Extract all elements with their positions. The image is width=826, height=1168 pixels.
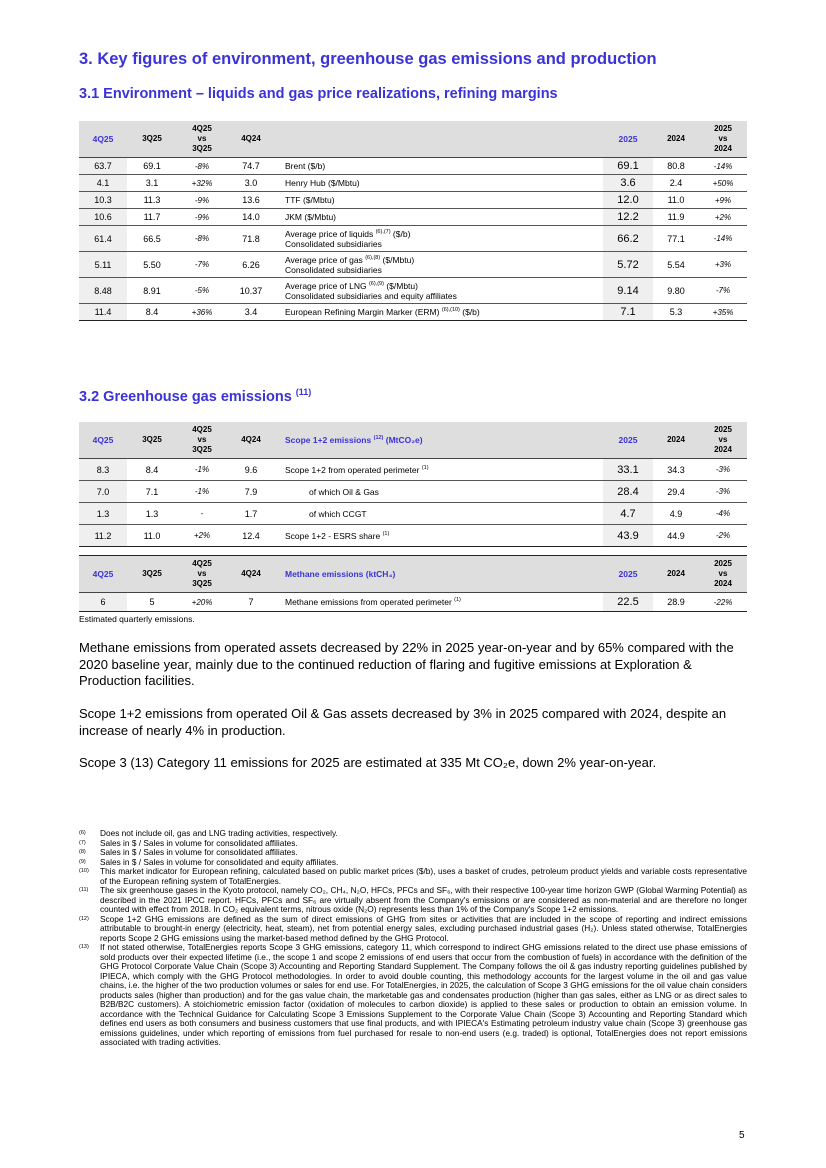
col-4q24: 4Q24: [227, 121, 275, 158]
row-label: of which Oil & Gas: [309, 486, 379, 497]
cell-yoy-change: -14%: [699, 226, 747, 252]
cell-yoy-change: -22%: [699, 593, 747, 612]
row-sublabel: Consolidated subsidiaries and equity affiliates: [285, 290, 457, 301]
cell-3q25: 5.50: [127, 252, 177, 278]
col-2024: 2024: [653, 121, 699, 158]
footnote-ref: (6),(7): [375, 228, 391, 235]
cell-2024: 5.54: [653, 252, 699, 278]
cell-2025: 7.1: [603, 304, 653, 321]
col-2025: 2025: [603, 121, 653, 158]
col-4q25: 4Q25: [79, 121, 127, 158]
table-row: [79, 175, 747, 192]
section-3-2-title: 3.2 Greenhouse gas emissions $^{(11)}$: [79, 387, 312, 405]
cell-label: [275, 175, 603, 192]
table-row: [79, 209, 747, 226]
cell-2025: 5.72: [603, 252, 653, 278]
col-4q24: 4Q24: [227, 422, 275, 459]
cell-qoq-change: +20%: [177, 593, 227, 612]
cell-4q25: 8.3: [79, 459, 127, 481]
cell-4q24: 14.0: [227, 209, 275, 226]
cell-2025: 66.2: [603, 226, 653, 252]
cell-4q24: 7: [227, 593, 275, 612]
col-qoq: 4Q25 vs 3Q25: [177, 556, 227, 593]
cell-2025: 33.1: [603, 459, 653, 481]
footnote-number: (10): [79, 868, 89, 874]
table-row: [79, 593, 747, 612]
col-3q25: 3Q25: [127, 556, 177, 593]
cell-2024: 29.4: [653, 481, 699, 503]
cell-yoy-change: -2%: [699, 525, 747, 547]
col-4q25: 4Q25: [79, 422, 127, 459]
footnote: [79, 943, 747, 1048]
table-row: [79, 158, 747, 175]
col-2025: 2025: [603, 556, 653, 593]
cell-2024: 2.4: [653, 175, 699, 192]
cell-2025: 22.5: [603, 593, 653, 612]
cell-2024: 11.0: [653, 192, 699, 209]
cell-3q25: 11.0: [127, 525, 177, 547]
section-3-1-title: 3.1 Environment – liquids and gas price realizations, refining margins: [79, 86, 558, 102]
table-row: [79, 252, 747, 278]
table-row: [79, 304, 747, 321]
cell-3q25: 8.91: [127, 278, 177, 304]
cell-3q25: 5: [127, 593, 177, 612]
cell-qoq-change: +32%: [177, 175, 227, 192]
cell-3q25: 69.1: [127, 158, 177, 175]
scope-header: Scope 1+2 emissions $^{(12)}$ (MtCO₂e): [275, 422, 603, 459]
footnote-ref: (1): [454, 597, 461, 603]
cell-qoq-change: +2%: [177, 525, 227, 547]
cell-3q25: 8.4: [127, 459, 177, 481]
footnote-number: (11): [79, 887, 89, 893]
col-yoy: 2025 vs 2024: [699, 556, 747, 593]
col-2025: 2025: [603, 422, 653, 459]
cell-4q25: 11.2: [79, 525, 127, 547]
row-label: Average price of gas $^{(6),(8)}$ ($/Mbtu): [285, 254, 415, 265]
cell-3q25: 11.3: [127, 192, 177, 209]
cell-yoy-change: -4%: [699, 503, 747, 525]
row-label: Methane emissions from operated perimeter $^{(1)}$: [285, 597, 461, 607]
cell-4q25: 10.6: [79, 209, 127, 226]
row-sublabel: Consolidated subsidiaries: [285, 264, 382, 275]
cell-label: [275, 158, 603, 175]
footnote-text: Sales in $ / Sales in volume for consolidated affiliates.: [100, 847, 298, 857]
col-yoy: 2025 vs 2024: [699, 422, 747, 459]
table-note: Estimated quarterly emissions.: [79, 614, 195, 624]
col-2024: 2024: [653, 556, 699, 593]
footnote-number: (13): [79, 944, 89, 950]
cell-2025: 4.7: [603, 503, 653, 525]
col-2024: 2024: [653, 422, 699, 459]
cell-yoy-change: +3%: [699, 252, 747, 278]
cell-yoy-change: +9%: [699, 192, 747, 209]
cell-4q24: 7.9: [227, 481, 275, 503]
footnote-number: (8): [79, 849, 86, 855]
footnote-ref: (6),(8): [365, 254, 381, 261]
table-row: [79, 459, 747, 481]
row-label: TTF ($/Mbtu): [285, 195, 335, 205]
table-header: [79, 121, 747, 158]
cell-2024: 77.1: [653, 226, 699, 252]
cell-4q24: 74.7: [227, 158, 275, 175]
cell-2024: 5.3: [653, 304, 699, 321]
cell-label: [275, 304, 603, 321]
footnote-ref: (1): [382, 530, 390, 537]
cell-2025: 43.9: [603, 525, 653, 547]
cell-4q24: 13.6: [227, 192, 275, 209]
footnote-number: (6): [79, 830, 86, 836]
row-label: Average price of LNG $^{(6),(9)}$ ($/Mbtu): [285, 280, 418, 291]
cell-label: [275, 209, 603, 226]
cell-qoq-change: +36%: [177, 304, 227, 321]
cell-4q24: 9.6: [227, 459, 275, 481]
cell-yoy-change: -7%: [699, 278, 747, 304]
row-label: Scope 1+2 - ESRS share $^{(1)}$: [285, 530, 390, 541]
cell-4q25: 4.1: [79, 175, 127, 192]
footnote-ref: (1): [421, 464, 429, 471]
cell-qoq-change: -1%: [177, 481, 227, 503]
table-row: [79, 192, 747, 209]
col-qoq: 4Q25 vs 3Q25: [177, 121, 227, 158]
cell-qoq-change: -5%: [177, 278, 227, 304]
cell-4q24: 1.7: [227, 503, 275, 525]
col-4q24: 4Q24: [227, 556, 275, 593]
cell-qoq-change: -8%: [177, 226, 227, 252]
cell-4q24: 71.8: [227, 226, 275, 252]
cell-4q24: 10.37: [227, 278, 275, 304]
footnote-text: If not stated otherwise, TotalEnergies reports Scope 3 GHG emissions, category 11, which correspond to indirect GHG emissions related to the direct use phase emissions of sold products over their expected lifetime (i.e., the scope 1 and scope 2 emissions of end users that occur from the combustion of fuels) in accordance with the definition of the GHG Protocol Corporate Value Chain (Scope 3) Accounting and Reporting Standard Supplement. The Company follows the oil & gas industry reporting guidelines published by IPIECA, which comply with the GHG Protocol methodologies. In order to avoid double counting, this methodology accounts for the largest volume in the oil and gas value chains, i.e. the higher of the two production volumes or sales for end use. For TotalEnergies, in 2025, the calculation of Scope 3 GHG emissions for the oil value chain considers products sales (higher than production) and for the gas value chain, the marketable gas and condensates production (higher than gas sales, either as LNG or as direct sales to B2B/B2C customers). A stoichiometric emission factor (oxidation of molecules to carbon dioxide) is applied to these sales or production to obtain an emission volume. In accordance with the Technical Guidance for Calculating Scope 3 Emissions Supplement to the Corporate Value Chain (Scope 3) Accounting and Reporting Standard which defines end users as both consumers and business customers that use final products, and with IPIECA's Estimating petroleum industry value chain (Scope 3) greenhouse gas emissions guidelines, under which reporting of emissions from fuel purchased for resale to non-end users (e.g. traded) is optional, TotalEnergies does not report emissions associated with trading activities.: [100, 942, 747, 1047]
cell-yoy-change: +35%: [699, 304, 747, 321]
cell-4q24: 3.0: [227, 175, 275, 192]
cell-label: [275, 503, 603, 525]
cell-4q25: 11.4: [79, 304, 127, 321]
cell-4q25: 61.4: [79, 226, 127, 252]
footnote-ref: (6),(9): [368, 280, 384, 287]
cell-2024: 80.8: [653, 158, 699, 175]
cell-2024: 28.9: [653, 593, 699, 612]
section-3-title: 3. Key figures of environment, greenhouse gas emissions and production: [79, 50, 657, 68]
col-3q25: 3Q25: [127, 121, 177, 158]
col-qoq: 4Q25 vs 3Q25: [177, 422, 227, 459]
cell-2025: 12.2: [603, 209, 653, 226]
cell-3q25: 3.1: [127, 175, 177, 192]
cell-label: [275, 192, 603, 209]
col-3q25: 3Q25: [127, 422, 177, 459]
row-label: European Refining Margin Marker (ERM) $^{(6),(10)}$ ($/b): [285, 307, 480, 317]
price-realizations-table: [79, 121, 747, 321]
cell-4q25: 8.48: [79, 278, 127, 304]
footnote-ref: (6),(10): [441, 307, 460, 313]
cell-4q25: 10.3: [79, 192, 127, 209]
footnotes: [79, 829, 747, 1048]
footnote: [79, 867, 747, 886]
footnote-text: Does not include oil, gas and LNG trading activities, respectively.: [100, 828, 338, 838]
footnote-text: Scope 1+2 GHG emissions are defined as the sum of direct emissions of GHG from sites or activities that are included in the scope of reporting and indirect emissions attributable to brought-in energy (electricity, heat, steam), net from potential energy sales, excluding purchased industrial gases (H₂). Unless stated otherwise, TotalEnergies reports Scope 2 GHG emissions using the market-based method defined by the GHG Protocol.: [100, 913, 747, 943]
footnote-text: Sales in $ / Sales in volume for consolidated affiliates.: [100, 837, 298, 848]
cell-4q25: 5.11: [79, 252, 127, 278]
row-label: Average price of liquids $^{(6),(7)}$ ($/b): [285, 228, 411, 239]
cell-3q25: 11.7: [127, 209, 177, 226]
footnote-text: The six greenhouse gases in the Kyoto protocol, namely CO₂, CH₄, N₂O, HFCs, PFCs and SF₆, with their respective 100-year time horizon GWP (Global Warming Potential) as described in the 2021 IPCC report. HFCs, PFCs and SF₆ are virtually absent from the Company's emissions or are considered as non-material and are therefore no longer counted with effect from 2018. In CO₂ equivalent terms, nitrous oxide (N₂O) represents less than 1% of the Company's Scope 1+2 emissions.: [100, 885, 747, 914]
cell-3q25: 66.5: [127, 226, 177, 252]
table-row: [79, 278, 747, 304]
row-label: of which CCGT: [309, 508, 367, 519]
cell-qoq-change: -7%: [177, 252, 227, 278]
footnote-number: (7): [79, 839, 86, 846]
cell-2024: 34.3: [653, 459, 699, 481]
footnote: [79, 915, 747, 944]
cell-2025: 9.14: [603, 278, 653, 304]
cell-2025: 69.1: [603, 158, 653, 175]
row-label: Henry Hub ($/Mbtu): [285, 178, 360, 188]
paragraph-scope12: Scope 1+2 emissions from operated Oil & Gas assets decreased by 3% in 2025 compared with 2024, despite an increase of nearly 4% in production.: [79, 706, 727, 738]
row-label: Brent ($/b): [285, 161, 326, 171]
ghg-emissions-table: [79, 422, 747, 612]
cell-qoq-change: -: [177, 503, 227, 525]
table-header: [79, 422, 747, 459]
table-row: [79, 481, 747, 503]
row-sublabel: Consolidated subsidiaries: [285, 238, 382, 249]
footnote-number: (9): [79, 858, 86, 865]
table-row: [79, 525, 747, 547]
cell-4q25: 6: [79, 593, 127, 612]
cell-2025: 3.6: [603, 175, 653, 192]
cell-label: [275, 593, 603, 612]
cell-label: [275, 459, 603, 481]
page-number: 5: [739, 1130, 745, 1141]
cell-4q25: 7.0: [79, 481, 127, 503]
cell-3q25: 8.4: [127, 304, 177, 321]
methane-header-label: Methane emissions (ktCH₄): [275, 556, 603, 593]
col-4q25: 4Q25: [79, 556, 127, 593]
cell-4q24: 6.26: [227, 252, 275, 278]
cell-yoy-change: -3%: [699, 481, 747, 503]
cell-yoy-change: -14%: [699, 158, 747, 175]
cell-qoq-change: -9%: [177, 209, 227, 226]
cell-label: [275, 226, 603, 252]
footnote-text: This market indicator for European refining, calculated based on public market prices ($/b), uses a basket of crudes, petroleum product yields and variable costs representative of the European refining system of TotalEnergies.: [100, 866, 747, 886]
cell-2025: 28.4: [603, 481, 653, 503]
cell-4q25: 1.3: [79, 503, 127, 525]
footnote: [79, 886, 747, 915]
col-label: [275, 121, 603, 158]
cell-label: [275, 525, 603, 547]
cell-3q25: 7.1: [127, 481, 177, 503]
cell-3q25: 1.3: [127, 503, 177, 525]
cell-label: [275, 252, 603, 278]
cell-2025: 12.0: [603, 192, 653, 209]
row-label: JKM ($/Mbtu): [285, 212, 337, 222]
table-row: [79, 226, 747, 252]
cell-4q24: 3.4: [227, 304, 275, 321]
cell-4q24: 12.4: [227, 525, 275, 547]
cell-qoq-change: -1%: [177, 459, 227, 481]
paragraph-methane: Methane emissions from operated assets decreased by 22% in 2025 year-on-year and by 65% compared with the 2020 baseline year, mainly due to the continued reduction of flaring and fugitive emissions at Exploration & Production facilities.: [79, 640, 734, 688]
methane-header: [79, 556, 747, 593]
cell-qoq-change: -8%: [177, 158, 227, 175]
cell-2024: 44.9: [653, 525, 699, 547]
table-row: [79, 503, 747, 525]
cell-2024: 9.80: [653, 278, 699, 304]
cell-2024: 11.9: [653, 209, 699, 226]
col-yoy: 2025 vs 2024: [699, 121, 747, 158]
cell-4q25: 63.7: [79, 158, 127, 175]
cell-qoq-change: -9%: [177, 192, 227, 209]
paragraph-scope3: Scope 3 (13) Category 11 emissions for 2025 are estimated at 335 Mt CO₂e, down 2% year-on-year.: [79, 755, 657, 770]
table-spacer: [79, 547, 747, 556]
cell-yoy-change: -3%: [699, 459, 747, 481]
row-label: Scope 1+2 from operated perimeter $^{(1)}$: [285, 464, 429, 475]
cell-label: [275, 481, 603, 503]
cell-yoy-change: +50%: [699, 175, 747, 192]
footnote-number: (12): [79, 915, 89, 922]
cell-yoy-change: +2%: [699, 209, 747, 226]
cell-2024: 4.9: [653, 503, 699, 525]
cell-label: [275, 278, 603, 304]
footnote-text: Sales in $ / Sales in volume for consolidated and equity affiliates.: [100, 856, 339, 867]
